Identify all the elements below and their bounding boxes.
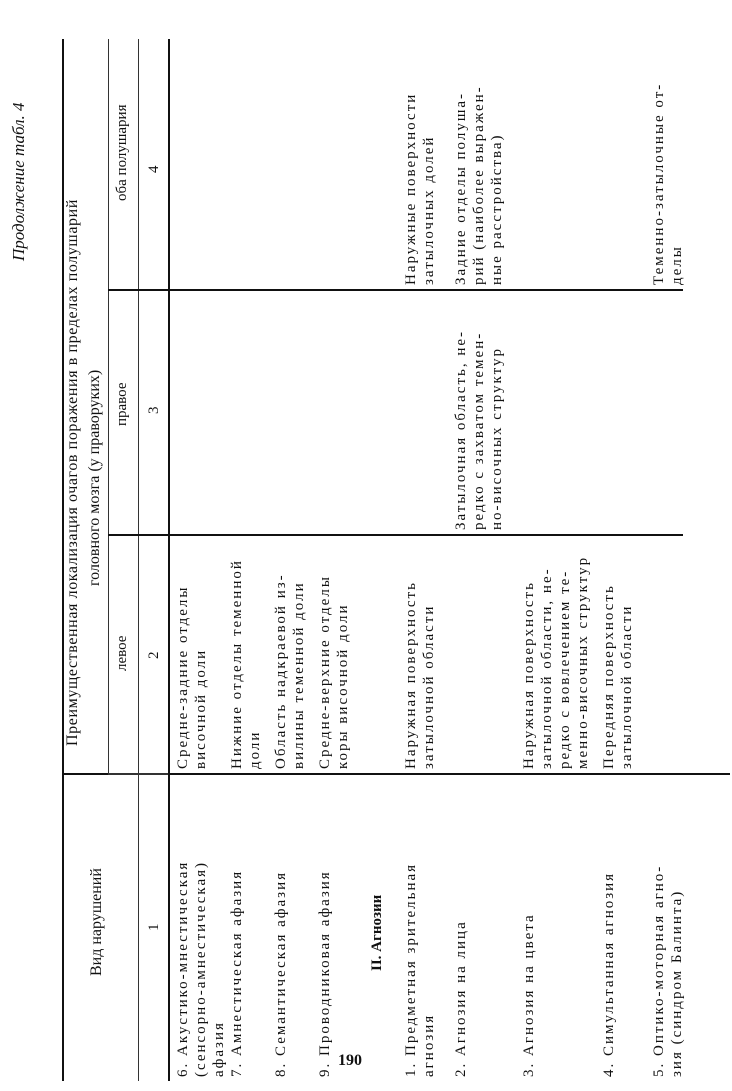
header-right-hemisphere: правое — [114, 382, 130, 426]
agnosia-row-both: затылочных долей — [421, 135, 437, 285]
header-col-number-4: 4 — [146, 165, 162, 173]
aphasia-row-name: афазия — [211, 1021, 227, 1077]
aphasia-row-left: коры височной доли — [335, 603, 351, 769]
number-row-rule — [138, 39, 139, 1081]
agnosia-row-both: Задние отделы полуша- — [453, 91, 469, 285]
aphasia-row-left: Нижние отделы теменной — [229, 559, 245, 769]
header-group-title-line2: головного мозга (у праворуких) — [86, 369, 103, 586]
aphasia-row-left: Средне-верхние отделы — [317, 575, 333, 769]
agnosia-row-right: Затылочная область, не- — [453, 329, 469, 530]
col3-divider — [108, 289, 683, 291]
agnosia-row-right: редко с захватом темен- — [471, 331, 487, 530]
header-group-title-line1: Преимущественная локализация очагов поражения в пределах полушарий — [64, 199, 81, 746]
aphasia-row-name: (сенсорно-амнестическая) — [193, 861, 209, 1077]
agnosia-row-left: Наружная поверхность — [521, 581, 537, 769]
agnosia-row-name: 3. Агнозия на цвета — [521, 913, 537, 1077]
group-subheader-rule — [108, 39, 109, 775]
agnosia-row-name: 1. Предметная зрительная — [403, 862, 419, 1077]
aphasia-row-left: вилины теменной доли — [291, 581, 307, 769]
aphasia-row-left: Область надкраевой из- — [273, 573, 289, 769]
agnosia-row-both: делы — [669, 245, 685, 285]
agnosia-row-left: затылочной области — [619, 604, 635, 769]
agnosia-row-left: менно-височных структур — [575, 555, 591, 769]
header-both-hemispheres: оба полушария — [114, 104, 130, 201]
agnosia-row-left: редко с вовлечением те- — [557, 569, 573, 769]
agnosia-row-left: затылочной области, не- — [539, 567, 555, 769]
header-col-number-3: 3 — [146, 406, 162, 414]
agnosia-row-name: 4. Симультанная агнозия — [601, 871, 617, 1077]
header-col-number-2: 2 — [146, 651, 162, 659]
agnosia-row-left: Наружная поверхность — [403, 581, 419, 769]
col2-divider — [108, 534, 683, 536]
agnosia-row-left: Передняя поверхность — [601, 584, 617, 769]
agnosia-row-both: Теменно-затылочные от- — [651, 82, 667, 285]
aphasia-row-name: 6. Акустико-мнестическая — [175, 860, 191, 1077]
section-title-agnosia: II. Агнозии — [369, 894, 385, 971]
agnosia-row-both: ные расстройства) — [489, 133, 505, 285]
page-number: 190 — [338, 1052, 362, 1069]
agnosia-row-both: Наружные поверхности — [403, 92, 419, 285]
aphasia-row-left: височной доли — [193, 648, 209, 769]
table-caption: Продолжение табл. 4 — [9, 102, 28, 261]
agnosia-row-name: 5. Оптико-моторная агно- — [651, 864, 667, 1077]
aphasia-row-name: 7. Амнестическая афазия — [229, 869, 245, 1077]
agnosia-row-left: затылочной области — [421, 604, 437, 769]
agnosia-row-name: агнозия — [421, 1013, 437, 1077]
agnosia-row-name: зия (синдром Балинта) — [669, 889, 685, 1077]
header-left-hemisphere: левое — [114, 635, 130, 671]
header-col-number-1: 1 — [146, 923, 162, 931]
header-col1-title: Вид нарушений — [88, 868, 105, 976]
agnosia-row-name: 2. Агнозия на лица — [453, 920, 469, 1077]
aphasia-row-left: Средне-задние отделы — [175, 585, 191, 769]
aphasia-row-name: 9. Проводниковая афазия — [317, 870, 333, 1077]
agnosia-row-both: рий (наиболее выражен- — [471, 85, 487, 285]
aphasia-row-left: доли — [247, 730, 263, 769]
header-bottom-rule — [168, 39, 170, 1081]
aphasia-row-name: 8. Семантическая афазия — [273, 871, 289, 1077]
agnosia-row-right: но-височных структур — [489, 347, 505, 530]
